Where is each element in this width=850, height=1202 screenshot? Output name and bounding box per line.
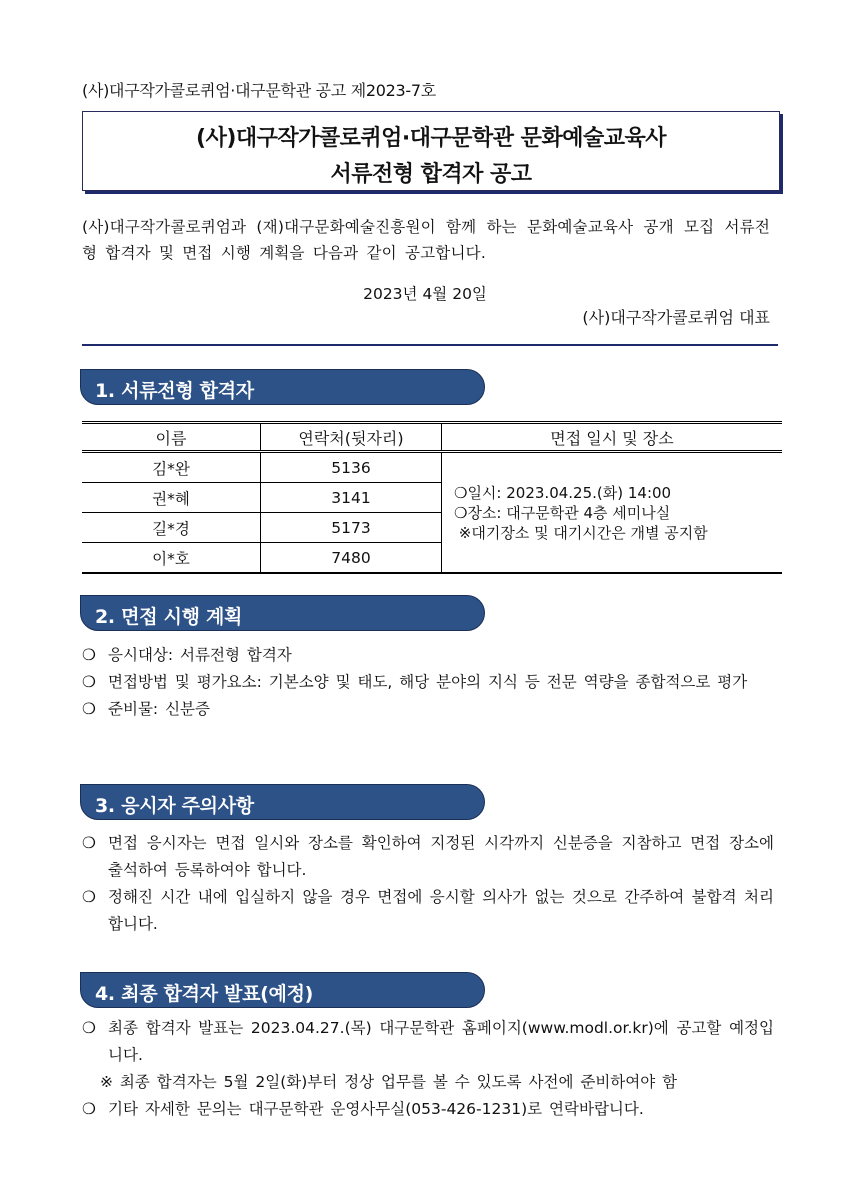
table-row [82, 452, 782, 483]
cell-phone: 5173 [261, 513, 442, 543]
circle-bullet-icon: ❍ [82, 834, 96, 852]
section-title-1: 1. 서류전형 합격자 [95, 380, 254, 402]
notice-date: 2023년 4월 20일 [363, 285, 487, 303]
title-line-2: 서류전형 합격자 공고 [330, 162, 532, 187]
circle-bullet-icon: ❍ [82, 673, 96, 691]
cell-name: 이*호 [82, 543, 261, 574]
list-item [82, 830, 774, 884]
list-item [82, 1015, 774, 1069]
plan-materials: 준비물: 신분증 [108, 700, 210, 718]
plan-target: 응시대상: 서류전형 합격자 [108, 646, 292, 664]
final-note: ※ 최종 합격자는 5월 2일(화)부터 정상 업무를 볼 수 있도록 사전에 준비하여야 함 [100, 1073, 678, 1091]
title-box [82, 111, 780, 191]
contact-info: 기타 자세한 문의는 대구문학관 운영사무실(053-426-1231)로 연락바랍니다. [108, 1100, 644, 1118]
interview-waiting-note: ※대기장소 및 대기시간은 개별 공지함 [454, 523, 708, 542]
cell-phone: 5136 [261, 452, 442, 483]
section-header-4 [80, 972, 485, 1008]
title-line-1: (사)대구작가콜로퀴엄·대구문학관 문화예술교육사 [196, 126, 666, 151]
caution-1: 면접 응시자는 면접 일시와 장소를 확인하여 지정된 시각까지 신분증을 지참하고 면접 장소에 출석하여 등록하여야 합니다. [108, 834, 774, 879]
circle-bullet-icon: ❍ [82, 646, 96, 664]
signature-org: (사)대구작가콜로퀴엄 대표 [582, 308, 770, 327]
interview-datetime: ❍일시: 2023.04.25.(화) 14:00 [454, 483, 672, 502]
circle-bullet-icon: ❍ [82, 888, 96, 906]
list-item [82, 884, 774, 938]
list-item [82, 669, 774, 696]
circle-bullet-icon: ❍ [82, 700, 96, 718]
section-header-3 [80, 784, 485, 820]
cell-phone: 3141 [261, 483, 442, 513]
plan-list [82, 642, 774, 723]
header-interview: 면접 일시 및 장소 [442, 423, 783, 452]
caution-list [82, 830, 774, 938]
results-table [82, 421, 782, 574]
header-name: 이름 [82, 423, 261, 452]
plan-method: 면접방법 및 평가요소: 기본소양 및 태도, 해당 분야의 지식 등 전문 역량을 종합적으로 평가 [108, 673, 748, 691]
table-header-row [82, 423, 782, 452]
header-divider [82, 344, 778, 346]
interview-location: ❍장소: 대구문학관 4층 세미나실 [454, 503, 671, 522]
notice-reference-number: (사)대구작가콜로퀴엄·대구문학관 공고 제2023-7호 [82, 81, 436, 100]
section-title-2: 2. 면접 시행 계획 [95, 606, 243, 628]
final-list [82, 1015, 774, 1123]
section-title-4: 4. 최종 합격자 발표(예정) [95, 983, 314, 1005]
list-item [82, 642, 774, 669]
list-item [82, 1096, 774, 1123]
cell-name: 길*경 [82, 513, 261, 543]
section-title-3: 3. 응시자 주의사항 [95, 795, 254, 817]
intro-paragraph: (사)대구작가콜로퀴엄과 (재)대구문화예술진흥원이 함께 하는 문화예술교육사 공개 모집 서류전형 합격자 및 면접 시행 계획을 다음과 같이 공고합니다. [82, 218, 770, 262]
circle-bullet-icon: ❍ [82, 1100, 96, 1118]
list-item [82, 696, 774, 723]
circle-bullet-icon: ❍ [82, 1019, 96, 1037]
header-phone: 연락처(뒷자리) [261, 423, 442, 452]
caution-2: 정해진 시간 내에 입실하지 않을 경우 면접에 응시할 의사가 없는 것으로 간주하여 불합격 처리합니다. [108, 888, 774, 933]
interview-info-cell [442, 452, 783, 574]
cell-name: 권*혜 [82, 483, 261, 513]
final-announcement: 최종 합격자 발표는 2023.04.27.(목) 대구문학관 홈페이지(www.modl.or.kr)에 공고할 예정입니다. [108, 1019, 774, 1064]
section-header-1 [80, 369, 485, 405]
section-header-2 [80, 595, 485, 631]
cell-name: 김*완 [82, 452, 261, 483]
cell-phone: 7480 [261, 543, 442, 574]
